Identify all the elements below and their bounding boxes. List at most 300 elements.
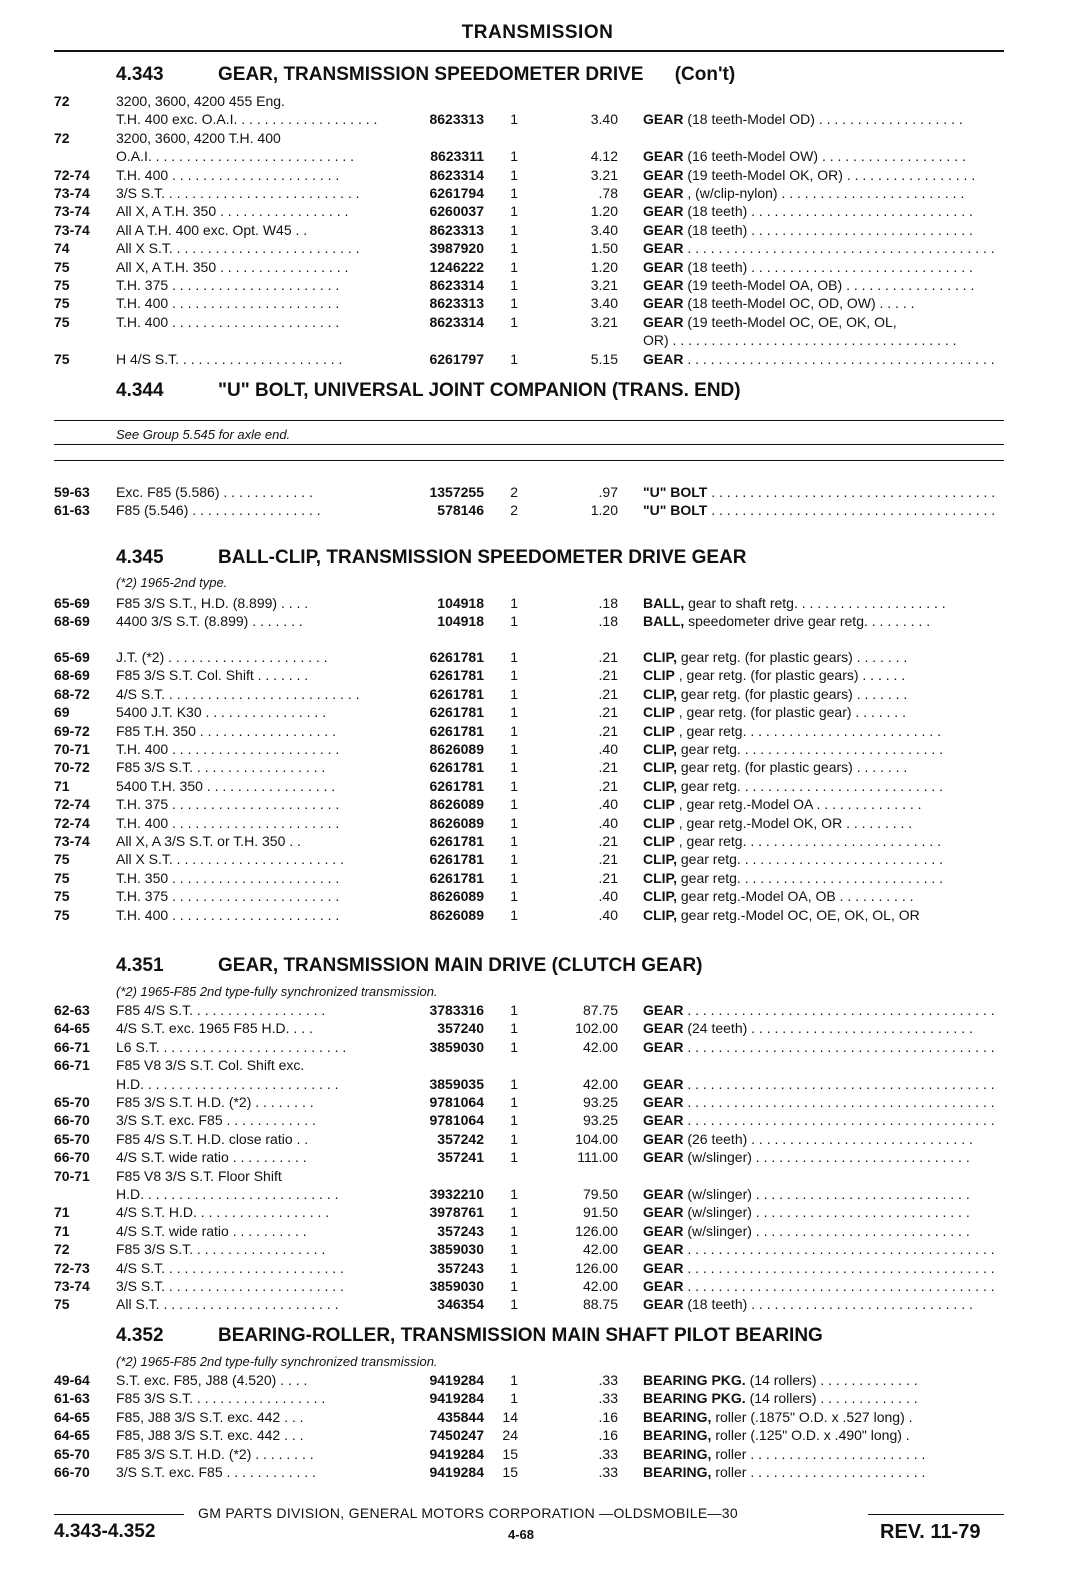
description: [643, 758, 1005, 776]
description: [643, 1240, 1005, 1258]
quantity: 14: [502, 1408, 518, 1425]
quantity: 1: [510, 1112, 518, 1129]
model-years: 70-72: [54, 759, 90, 776]
price: .21: [598, 722, 618, 739]
quantity: 1: [510, 814, 518, 831]
item-detail: , (w/clip-nylon) . . . . . . . . . . . . . . . . . . . . . . . .: [683, 185, 965, 201]
section-title-4344: [116, 380, 741, 402]
quantity: 1: [510, 906, 518, 923]
item-detail: (w/slinger) . . . . . . . . . . . . . . . . . . . . . . . . . . . .: [683, 1149, 970, 1166]
table-row: [0, 1408, 1075, 1426]
item-detail: , gear retg.-Model OK, OR . . . . . . . . .: [674, 814, 913, 831]
description: [643, 313, 1005, 331]
description: [643, 594, 1005, 612]
item-detail: (26 teeth) . . . . . . . . . . . . . . . . . . . . . . . . . . . . .: [683, 1130, 973, 1147]
description: [643, 184, 1005, 202]
quantity: 1: [510, 1020, 518, 1037]
application: T.H. 400 . . . . . . . . . . . . . . . . . . . . . .: [116, 313, 340, 330]
model-years: 70-71: [54, 741, 90, 757]
application: F85 3/S S.T. H.D. (*2) . . . . . . . .: [116, 1094, 314, 1110]
description: [643, 1463, 1005, 1481]
price: .21: [598, 649, 618, 665]
item-name: GEAR: [643, 166, 684, 183]
part-number: 8623314: [429, 313, 484, 330]
model-years: 75: [54, 869, 70, 886]
table-row: [0, 685, 1075, 703]
description: [643, 814, 1005, 832]
part-number: 357243: [437, 1259, 484, 1276]
section-name: BEARING-ROLLER, TRANSMISSION MAIN SHAFT PILOT BEARING: [218, 1325, 823, 1346]
item-detail: (19 teeth-Model OC, OE, OK, OL,: [683, 313, 897, 330]
price: .21: [598, 833, 618, 849]
price: .33: [598, 1390, 618, 1407]
model-years: 72-74: [54, 796, 90, 813]
application: H.D. . . . . . . . . . . . . . . . . . . . . . . . . .: [116, 1186, 339, 1202]
table-row: [0, 722, 1075, 740]
table-row: [0, 1185, 1075, 1203]
application: T.H. 375 . . . . . . . . . . . . . . . . . . . . . .: [116, 796, 340, 813]
model-years: 75: [54, 277, 70, 293]
item-detail: gear retg. . . . . . . . . . . . . . . . . . . . . . . . . . .: [676, 869, 944, 886]
price: .78: [598, 185, 618, 201]
application: T.H. 400 . . . . . . . . . . . . . . . . . . . . . .: [116, 741, 340, 757]
part-number: 8623314: [429, 277, 484, 293]
table-row: [0, 147, 1075, 165]
application: T.H. 400 . . . . . . . . . . . . . . . . . . . . . .: [116, 906, 340, 923]
item-name: GEAR: [643, 277, 684, 293]
table-row: [0, 1277, 1075, 1295]
model-years: 64-65: [54, 1408, 90, 1425]
price: 3.21: [590, 166, 618, 183]
part-number: 8623314: [429, 166, 484, 183]
section-name: GEAR, TRANSMISSION MAIN DRIVE (CLUTCH GEAR): [218, 955, 703, 976]
item-detail: gear retg. (for plastic gears) . . . . . . .: [676, 759, 908, 776]
section-note: (*2) 1965-2nd type.: [116, 575, 228, 590]
item-name: GEAR: [643, 1020, 684, 1037]
part-number: 3859030: [429, 1241, 484, 1258]
quantity: 1: [510, 277, 518, 293]
part-number: 8626089: [429, 814, 484, 831]
table-row: [0, 202, 1075, 220]
application: J.T. (*2) . . . . . . . . . . . . . . . . . . . . .: [116, 649, 328, 665]
header-rule: [54, 50, 1004, 52]
table-row: [0, 1130, 1075, 1148]
item-name: CLIP,: [643, 649, 677, 665]
table-row: [0, 1001, 1075, 1019]
model-years: 71: [54, 777, 70, 794]
price: 91.50: [582, 1204, 618, 1221]
table-row: [0, 1111, 1075, 1129]
table-row: [0, 221, 1075, 239]
item-detail: gear retg. . . . . . . . . . . . . . . . . . . . . . . . . . .: [676, 777, 944, 794]
model-years: 69: [54, 704, 70, 721]
quantity: 1: [510, 1075, 518, 1092]
item-detail: (14 rollers) . . . . . . . . . . . . .: [745, 1372, 918, 1388]
description: [643, 1075, 1005, 1093]
description: [643, 1111, 1005, 1129]
price: .21: [598, 667, 618, 684]
description: [643, 1371, 1005, 1389]
part-number: 435844: [437, 1408, 484, 1425]
table-row: [0, 239, 1075, 257]
table-row: [0, 1167, 1075, 1185]
item-detail: roller . . . . . . . . . . . . . . . . . . . . . . .: [711, 1464, 926, 1480]
table-row: [0, 906, 1075, 924]
section-title-4351: [116, 955, 703, 977]
quantity: 1: [510, 240, 518, 257]
description: [643, 685, 1005, 703]
quantity: 1: [510, 667, 518, 684]
application: 4/S S.T. H.D. . . . . . . . . . . . . . . . . .: [116, 1204, 330, 1221]
item-name: GEAR: [643, 221, 684, 238]
quantity: 1: [510, 350, 518, 367]
item-detail: (19 teeth-Model OA, OB) . . . . . . . . . . . . . . . . .: [683, 277, 975, 293]
section-number: 4.343: [116, 64, 164, 85]
section-rule: [54, 460, 1004, 461]
table-row: [0, 1148, 1075, 1166]
description: [643, 1038, 1005, 1056]
item-detail: (19 teeth-Model OK, OR) . . . . . . . . . . . . . . . . .: [683, 166, 976, 183]
model-years: 65-69: [54, 649, 90, 665]
description: [643, 832, 1005, 850]
part-number: 9781064: [429, 1112, 484, 1129]
footer-rule-right: [868, 1514, 1004, 1515]
table-row: [0, 166, 1075, 184]
description: [643, 147, 1005, 165]
table-row: [0, 1371, 1075, 1389]
section-number: 4.345: [116, 547, 164, 568]
application: T.H. 400 . . . . . . . . . . . . . . . . . . . . . .: [116, 814, 340, 831]
item-name: GEAR: [643, 1112, 684, 1129]
description: [643, 1019, 1005, 1037]
description: [643, 906, 1005, 924]
application: O.A.I. . . . . . . . . . . . . . . . . . . . . . . . . . .: [116, 148, 355, 165]
application: 3200, 3600, 4200 T.H. 400: [116, 129, 281, 146]
item-name: CLIP,: [643, 851, 677, 868]
quantity: 1: [510, 295, 518, 312]
price: .21: [598, 759, 618, 776]
description: [643, 1259, 1005, 1277]
price: .33: [598, 1372, 618, 1388]
table-row: [0, 1038, 1075, 1056]
description: [643, 483, 1005, 501]
quantity: 1: [510, 148, 518, 165]
part-number: 1246222: [429, 258, 484, 275]
part-number: 357242: [437, 1130, 484, 1147]
description: [643, 331, 1005, 349]
quantity: 2: [510, 484, 518, 500]
part-number: 9419284: [429, 1445, 484, 1462]
section-rule: [54, 420, 1004, 421]
price: .40: [598, 888, 618, 905]
item-name: GEAR: [643, 1002, 684, 1018]
quantity: 1: [510, 888, 518, 905]
part-number: 3932210: [429, 1186, 484, 1202]
quantity: 1: [510, 1149, 518, 1166]
application: All X, A T.H. 350 . . . . . . . . . . . . . . . . .: [116, 258, 349, 275]
table-row: [0, 832, 1075, 850]
item-detail: . . . . . . . . . . . . . . . . . . . . . . . . . . . . . . . . . . . . . . . .: [683, 1002, 995, 1018]
model-years: 75: [54, 313, 70, 330]
model-years: 71: [54, 1204, 70, 1221]
price: 3.40: [590, 221, 618, 238]
model-years: 65-70: [54, 1094, 90, 1110]
quantity: 1: [510, 1002, 518, 1018]
item-name: GEAR: [643, 313, 684, 330]
item-detail: roller (.125" O.D. x .490" long) .: [711, 1427, 910, 1444]
item-name: GEAR: [643, 1204, 684, 1221]
description: [643, 648, 1005, 666]
item-name: CLIP: [643, 796, 675, 813]
footer-rule-left: [54, 1514, 184, 1515]
part-number: 6261781: [429, 649, 484, 665]
item-name: CLIP,: [643, 888, 677, 905]
description: [643, 1130, 1005, 1148]
section-title-4352: [116, 1325, 823, 1347]
item-detail: , gear retg. (for plastic gears) . . . . . .: [674, 667, 906, 684]
application: F85 4/S S.T. H.D. close ratio . .: [116, 1130, 309, 1147]
application: T.H. 375 . . . . . . . . . . . . . . . . . . . . . .: [116, 277, 340, 293]
item-name: CLIP,: [643, 777, 677, 794]
part-number: 9419284: [429, 1372, 484, 1388]
section-title-4345: [116, 547, 747, 569]
price: 3.21: [590, 313, 618, 330]
item-detail: gear to shaft retg. . . . . . . . . . . . . . . . . . . .: [684, 595, 946, 611]
part-number: 3987920: [429, 240, 484, 257]
description: [643, 850, 1005, 868]
price: .40: [598, 741, 618, 757]
part-number: 578146: [437, 502, 484, 519]
item-name: CLIP: [643, 722, 675, 739]
part-number: 8626089: [429, 906, 484, 923]
application: 4/S S.T. . . . . . . . . . . . . . . . . . . . . . . .: [116, 1259, 344, 1276]
model-years: 72: [54, 1241, 70, 1258]
application: 4/S S.T. wide ratio . . . . . . . . . .: [116, 1149, 307, 1166]
price: .40: [598, 906, 618, 923]
application: 3/S S.T. exc. F85 . . . . . . . . . . . .: [116, 1464, 316, 1480]
table-row: [0, 331, 1075, 349]
table-row: [0, 777, 1075, 795]
description: [643, 612, 1005, 630]
table-row: [0, 1056, 1075, 1074]
item-detail: (18 teeth) . . . . . . . . . . . . . . . . . . . . . . . . . . . . .: [683, 203, 973, 220]
item-detail: gear retg. (for plastic gears) . . . . . . .: [676, 685, 908, 702]
part-number: 3783316: [429, 1002, 484, 1018]
item-detail: (18 teeth-Model OD) . . . . . . . . . . . . . . . . . . .: [683, 111, 963, 128]
quantity: 1: [510, 111, 518, 128]
item-name: GEAR: [643, 185, 684, 201]
page-header: TRANSMISSION: [461, 22, 614, 43]
item-detail: . . . . . . . . . . . . . . . . . . . . . . . . . . . . . . . . . . . . . . . .: [683, 1259, 995, 1276]
description: [643, 110, 1005, 128]
item-name: GEAR: [643, 1038, 684, 1055]
application: F85 3/S S.T. H.D. (*2) . . . . . . . .: [116, 1445, 314, 1462]
price: 4.12: [590, 148, 618, 165]
table-row: [0, 594, 1075, 612]
table-row: [0, 1426, 1075, 1444]
quantity: 1: [510, 759, 518, 776]
footer-section-range: 4.343-4.352: [54, 1521, 156, 1542]
price: 3.40: [590, 111, 618, 128]
item-name: CLIP: [643, 667, 675, 684]
model-years: 75: [54, 350, 70, 367]
model-years: 74: [54, 240, 70, 257]
part-number: 8626089: [429, 796, 484, 813]
table-row: [0, 887, 1075, 905]
application: 3200, 3600, 4200 455 Eng.: [116, 93, 285, 109]
note-rule: [54, 444, 1004, 445]
application: All X S.T. . . . . . . . . . . . . . . . . . . . . . . . .: [116, 240, 360, 257]
item-detail: OR) . . . . . . . . . . . . . . . . . . . . . . . . . . . . . . . . . . . . .: [643, 332, 957, 349]
table-row: [0, 1259, 1075, 1277]
part-number: 6261781: [429, 667, 484, 684]
item-name: GEAR: [643, 1296, 684, 1313]
application: T.H. 400 exc. O.A.I. . . . . . . . . . . . . . . . . . .: [116, 111, 378, 128]
description: [643, 869, 1005, 887]
description: [643, 1203, 1005, 1221]
part-number: 6261797: [429, 350, 484, 367]
quantity: 1: [510, 685, 518, 702]
price: 1.20: [590, 502, 618, 519]
item-name: CLIP,: [643, 869, 677, 886]
description: [643, 1185, 1005, 1203]
item-name: GEAR: [643, 111, 684, 128]
quantity: 15: [502, 1445, 518, 1462]
item-detail: roller . . . . . . . . . . . . . . . . . . . . . . .: [711, 1445, 926, 1462]
description: [643, 1389, 1005, 1407]
table-row: [0, 612, 1075, 630]
model-years: 73-74: [54, 185, 90, 201]
price: .16: [598, 1427, 618, 1444]
item-name: GEAR: [643, 350, 684, 367]
table-row: [0, 276, 1075, 294]
quantity: 24: [502, 1427, 518, 1444]
item-name: GEAR: [643, 240, 684, 257]
price: .33: [598, 1445, 618, 1462]
item-detail: gear retg. (for plastic gears) . . . . . . .: [676, 649, 908, 665]
item-detail: , gear retg.-Model OA . . . . . . . . . . . . . .: [674, 796, 922, 813]
part-number: 9419284: [429, 1390, 484, 1407]
application: 3/S S.T. . . . . . . . . . . . . . . . . . . . . . . .: [116, 1278, 344, 1294]
description: [643, 722, 1005, 740]
item-name: GEAR: [643, 1130, 684, 1147]
application: H 4/S S.T. . . . . . . . . . . . . . . . . . . . . .: [116, 350, 343, 367]
item-name: "U" BOLT: [643, 502, 708, 519]
item-detail: . . . . . . . . . . . . . . . . . . . . . . . . . . . . . . . . . . . . . . . .: [683, 1038, 995, 1055]
item-name: "U" BOLT: [643, 484, 708, 500]
quantity: 1: [510, 1186, 518, 1202]
application: H.D. . . . . . . . . . . . . . . . . . . . . . . . . .: [116, 1075, 339, 1092]
part-number: 104918: [437, 613, 484, 630]
item-detail: . . . . . . . . . . . . . . . . . . . . . . . . . . . . . . . . . . . . . . . .: [683, 240, 995, 257]
description: [643, 703, 1005, 721]
price: .21: [598, 685, 618, 702]
item-name: CLIP: [643, 704, 675, 721]
price: .21: [598, 704, 618, 721]
application: All A T.H. 400 exc. Opt. W45 . .: [116, 221, 308, 238]
application: F85 3/S S.T. . . . . . . . . . . . . . . . . .: [116, 1241, 326, 1258]
item-detail: , gear retg. . . . . . . . . . . . . . . . . . . . . . . . . .: [674, 833, 941, 849]
application: F85 3/S S.T. . . . . . . . . . . . . . . . . .: [116, 1390, 326, 1407]
table-row: [0, 129, 1075, 147]
price: .21: [598, 851, 618, 868]
model-years: 65-70: [54, 1130, 90, 1147]
price: 42.00: [582, 1241, 618, 1258]
item-name: GEAR: [643, 1222, 684, 1239]
item-name: GEAR: [643, 1149, 684, 1166]
table-row: [0, 1240, 1075, 1258]
model-years: 65-69: [54, 595, 90, 611]
table-row: [0, 1019, 1075, 1037]
item-name: GEAR: [643, 148, 684, 165]
item-name: GEAR: [643, 1278, 684, 1294]
application: 4/S S.T. . . . . . . . . . . . . . . . . . . . . . . . . .: [116, 685, 360, 702]
description: [643, 1295, 1005, 1313]
model-years: 65-70: [54, 1445, 90, 1462]
application: F85 3/S S.T. . . . . . . . . . . . . . . . . .: [116, 759, 326, 776]
table-row: [0, 92, 1075, 110]
application: 4400 3/S S.T. (8.899) . . . . . . .: [116, 613, 303, 630]
part-number: 6260037: [429, 203, 484, 220]
quantity: 1: [510, 1296, 518, 1313]
quantity: 1: [510, 1241, 518, 1258]
item-detail: (18 teeth-Model OC, OD, OW) . . . . .: [683, 295, 915, 312]
application: T.H. 350 . . . . . . . . . . . . . . . . . . . . . .: [116, 869, 340, 886]
item-detail: roller (.1875" O.D. x .527 long) .: [711, 1408, 913, 1425]
price: 42.00: [582, 1075, 618, 1092]
quantity: 1: [510, 166, 518, 183]
price: .18: [598, 595, 618, 611]
price: .21: [598, 777, 618, 794]
price: 3.21: [590, 277, 618, 293]
item-detail: . . . . . . . . . . . . . . . . . . . . . . . . . . . . . . . . . . . . . . . .: [683, 1278, 995, 1294]
section-title-4343: [116, 64, 735, 86]
price: 88.75: [582, 1296, 618, 1313]
section-note: (*2) 1965-F85 2nd type-fully synchronized transmission.: [116, 1354, 438, 1369]
description: [643, 777, 1005, 795]
quantity: 1: [510, 1372, 518, 1388]
application: All X, A 3/S S.T. or T.H. 350 . .: [116, 833, 301, 849]
item-detail: gear retg.-Model OC, OE, OK, OL, OR: [676, 906, 920, 923]
description: [643, 1445, 1005, 1463]
item-name: GEAR: [643, 1259, 684, 1276]
price: .21: [598, 869, 618, 886]
description: [643, 666, 1005, 684]
footer-publisher: GM PARTS DIVISION, GENERAL MOTORS CORPORATION —OLDSMOBILE—30: [198, 1505, 738, 1521]
section-note: (*2) 1965-F85 2nd type-fully synchronized transmission.: [116, 984, 438, 999]
item-detail: . . . . . . . . . . . . . . . . . . . . . . . . . . . . . . . . . . . . . . . .: [683, 1112, 995, 1129]
price: 1.20: [590, 258, 618, 275]
application: All X S.T. . . . . . . . . . . . . . . . . . . . . . .: [116, 851, 344, 868]
part-number: 8626089: [429, 888, 484, 905]
section-name: BALL-CLIP, TRANSMISSION SPEEDOMETER DRIVE GEAR: [218, 547, 747, 568]
table-row: [0, 258, 1075, 276]
continued-label: (Con't): [674, 64, 736, 85]
application: F85 4/S S.T. . . . . . . . . . . . . . . . . .: [116, 1002, 326, 1018]
table-row: [0, 1075, 1075, 1093]
table-row: [0, 501, 1075, 519]
part-number: 7450247: [429, 1427, 484, 1444]
item-name: BALL,: [643, 613, 685, 630]
model-years: 73-74: [54, 833, 90, 849]
model-years: 73-74: [54, 221, 90, 238]
table-row: [0, 1445, 1075, 1463]
part-number: 8623313: [429, 221, 484, 238]
application: F85, J88 3/S S.T. exc. 442 . . .: [116, 1427, 304, 1444]
description: [643, 1093, 1005, 1111]
price: 79.50: [582, 1186, 618, 1202]
quantity: 1: [510, 258, 518, 275]
